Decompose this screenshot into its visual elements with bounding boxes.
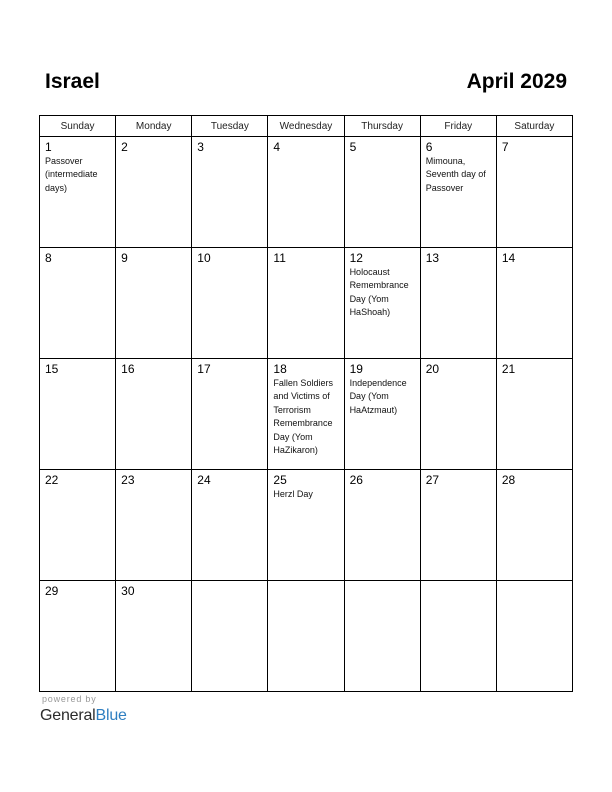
day-cell xyxy=(116,137,192,248)
day-number: 9 xyxy=(121,251,128,265)
day-cell xyxy=(344,359,420,470)
day-number: 7 xyxy=(501,140,509,154)
day-cell xyxy=(192,137,268,248)
day-number: 6 xyxy=(425,140,433,154)
day-number: 1 xyxy=(45,140,52,154)
day-number xyxy=(497,581,572,585)
day-number xyxy=(345,581,420,585)
day-cell xyxy=(344,470,420,581)
day-cell xyxy=(496,359,572,470)
week-row xyxy=(40,137,573,248)
day-cell xyxy=(116,359,192,470)
day-number: 16 xyxy=(121,362,135,376)
day-number: 4 xyxy=(273,140,281,154)
week-row xyxy=(40,470,573,581)
day-cell xyxy=(496,470,572,581)
brand-general: General xyxy=(40,707,96,724)
day-number: 23 xyxy=(121,473,135,487)
day-cell xyxy=(268,248,344,359)
day-cell xyxy=(40,248,116,359)
day-cell xyxy=(192,581,268,692)
day-number: 2 xyxy=(121,140,128,154)
weekday-header-row xyxy=(40,116,573,137)
day-number xyxy=(268,581,343,585)
calendar-grid xyxy=(39,115,573,692)
day-number: 5 xyxy=(349,140,357,154)
day-cell xyxy=(420,248,496,359)
month-year-title: April 2029 xyxy=(466,70,567,93)
weekday-header: Saturday xyxy=(496,116,572,137)
day-cell xyxy=(420,470,496,581)
weekday-header: Tuesday xyxy=(192,116,268,137)
day-cell xyxy=(40,470,116,581)
holiday-label: Passover (intermediate days) xyxy=(45,156,98,193)
day-number: 29 xyxy=(45,584,59,598)
day-number: 11 xyxy=(273,251,286,265)
day-cell xyxy=(116,248,192,359)
day-number: 14 xyxy=(501,251,516,265)
weekday-header: Friday xyxy=(420,116,496,137)
brand-blue: Blue xyxy=(95,707,127,724)
day-cell xyxy=(192,248,268,359)
day-cell xyxy=(496,137,572,248)
weekday-header: Thursday xyxy=(344,116,420,137)
day-number: 18 xyxy=(273,362,287,376)
day-cell xyxy=(40,359,116,470)
powered-by-text: powered by xyxy=(42,694,97,704)
day-number: 17 xyxy=(197,362,211,376)
day-number: 12 xyxy=(349,251,363,265)
day-cell xyxy=(192,359,268,470)
week-row xyxy=(40,581,573,692)
holiday-label: Herzl Day xyxy=(273,489,313,499)
day-cell xyxy=(192,470,268,581)
day-number xyxy=(421,581,496,585)
day-cell xyxy=(116,581,192,692)
day-number: 26 xyxy=(349,473,363,487)
day-cell xyxy=(268,137,344,248)
day-cell xyxy=(496,581,572,692)
day-cell xyxy=(344,137,420,248)
day-cell xyxy=(40,581,116,692)
day-cell xyxy=(420,581,496,692)
holiday-label: Holocaust Remembrance Day (Yom HaShoah) xyxy=(349,267,409,318)
day-number: 10 xyxy=(197,251,211,265)
day-cell xyxy=(268,470,344,581)
day-cell xyxy=(116,470,192,581)
day-cell xyxy=(344,581,420,692)
day-number: 3 xyxy=(197,140,204,154)
day-number: 28 xyxy=(501,473,516,487)
day-cell xyxy=(420,137,496,248)
day-number: 15 xyxy=(45,362,59,376)
day-cell xyxy=(40,137,116,248)
day-number: 21 xyxy=(501,362,516,376)
day-number: 8 xyxy=(45,251,52,265)
day-number: 20 xyxy=(425,362,440,376)
footer-branding xyxy=(40,694,127,725)
day-cell xyxy=(268,359,344,470)
day-cell xyxy=(496,248,572,359)
day-number xyxy=(192,581,267,585)
week-row xyxy=(40,359,573,470)
day-number: 13 xyxy=(425,251,440,265)
day-number: 24 xyxy=(197,473,211,487)
day-number: 27 xyxy=(425,473,440,487)
day-number: 22 xyxy=(45,473,59,487)
weekday-header: Monday xyxy=(116,116,192,137)
weekday-header: Sunday xyxy=(40,116,116,137)
day-number: 19 xyxy=(349,362,363,376)
day-number: 30 xyxy=(121,584,135,598)
week-row xyxy=(40,248,573,359)
day-number: 25 xyxy=(273,473,287,487)
day-cell xyxy=(420,359,496,470)
day-cell xyxy=(268,581,344,692)
country-title: Israel xyxy=(45,70,100,93)
day-cell xyxy=(344,248,420,359)
generalblue-logo xyxy=(40,707,127,725)
holiday-label: Independence Day (Yom HaAtzmaut) xyxy=(349,378,407,415)
weekday-header: Wednesday xyxy=(268,116,344,137)
holiday-label: Mimouna, Seventh day of Passover xyxy=(425,156,486,193)
holiday-label: Fallen Soldiers and Victims of Terrorism Remembrance Day (Yom HaZikaron) xyxy=(273,378,333,456)
